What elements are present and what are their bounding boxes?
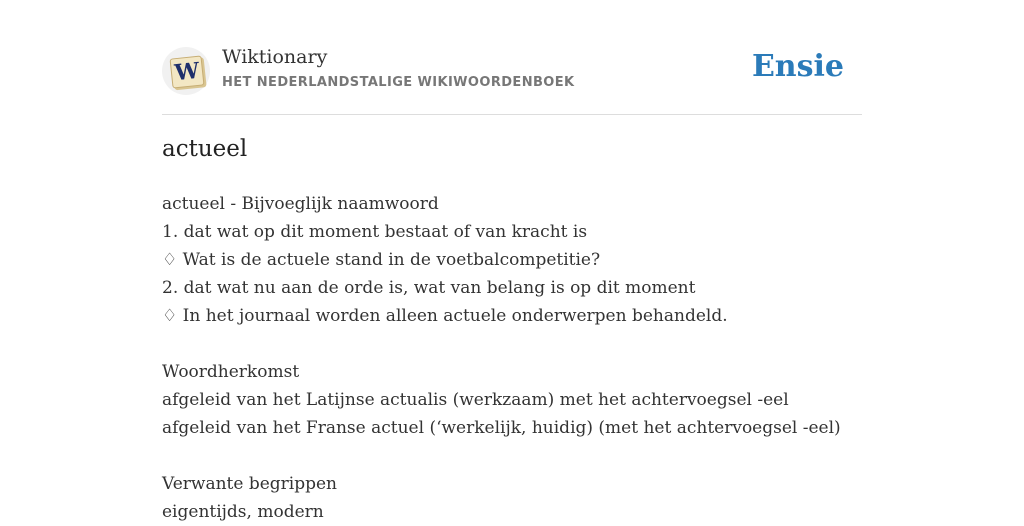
- related-heading: Verwante begrippen: [162, 474, 337, 494]
- wiktionary-logo[interactable]: [162, 47, 210, 95]
- page-title: actueel: [162, 136, 248, 162]
- definition-example-1: ♢ Wat is de actuele stand in de voetbalcompetitie?: [162, 250, 601, 270]
- wiktionary-logo-icon: W: [170, 55, 205, 88]
- ensie-brand-logo[interactable]: Ensie: [751, 49, 844, 84]
- definition-heading: actueel - Bijvoeglijk naamwoord: [162, 194, 439, 214]
- site-header: [162, 0, 862, 115]
- etymology-line-2: afgeleid van het Franse actuel (‘werkelijk, huidig) (met het achtervoegsel -eel): [162, 418, 841, 438]
- definition-example-2: ♢ In het journaal worden alleen actuele onderwerpen behandeld.: [162, 306, 728, 326]
- page-container: [162, 0, 862, 522]
- etymology-heading: Woordherkomst: [162, 362, 300, 382]
- definition-sense-2: 2. dat wat nu aan de orde is, wat van belang is op dit moment: [162, 278, 696, 298]
- etymology-line-1: afgeleid van het Latijnse actualis (werkzaam) met het achtervoegsel -eel: [162, 390, 789, 410]
- definition-sense-1: 1. dat wat op dit moment bestaat of van kracht is: [162, 222, 588, 242]
- section-spacer: [162, 442, 862, 470]
- section-spacer: [162, 330, 862, 358]
- related-line-1: eigentijds, modern: [162, 502, 324, 522]
- article-content: [162, 190, 862, 526]
- site-subtitle: HET NEDERLANDSTALIGE WIKIWOORDENBOEK: [222, 75, 575, 90]
- site-title[interactable]: Wiktionary: [222, 46, 328, 68]
